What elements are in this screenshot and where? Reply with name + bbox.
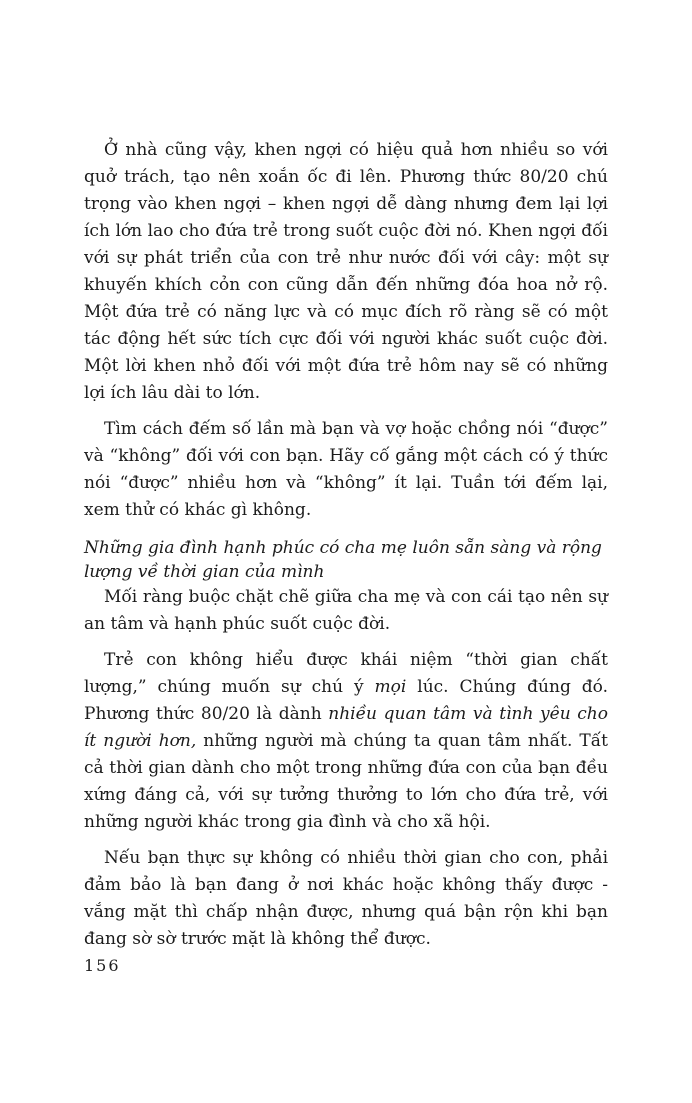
paragraph-yes-no: Tìm cách đếm số lần mà bạn và vợ hoặc chồng nói “được” và “không” đối với con bạn. Hãy cố gắng một cách có ý thức nói “được” nhiều hơn và “không” ít lại. Tuần tới đếm lại, xem thử có khác gì không. [84, 419, 608, 520]
quality-emphasis-1: mọi [374, 677, 407, 697]
quality-text-1: Trẻ con không hiểu được khái niệm “thời gian chất lượng,” chúng muốn sự chú ý [84, 650, 608, 697]
page-number: 156 [84, 956, 121, 975]
quality-text-2: lúc. Chúng đúng đó. Phương thức 80/20 là dành [84, 677, 608, 724]
section-heading: Những gia đình hạnh phúc có cha mẹ luôn sẵn sàng và rộng lượng về thời gian của mình [84, 538, 602, 582]
quality-emphasis-2: nhiều quan tâm và tình yêu cho ít người hơn, [84, 704, 608, 751]
quality-text-3: những người mà chúng ta quan tâm nhất. Tất cả thời gian dành cho một trong những đứa con của bạn đều xứng đáng cả, với sự tưởng thưởng to lớn cho đứa trẻ, với những người khác trong gia đình và cho xã hội. [84, 731, 608, 832]
paragraph-busy: Nếu bạn thực sự không có nhiều thời gian cho con, phải đảm bảo là bạn đang ở nơi khác hoặc không thấy được - vắng mặt thì chấp nhận được, nhưng quá bận rộn khi bạn đang sờ sờ trước mặt là không thể được. [84, 848, 608, 949]
page-body [84, 137, 608, 962]
paragraph-praise: Ở nhà cũng vậy, khen ngợi có hiệu quả hơn nhiều so với quở trách, tạo nên xoắn ốc đi lên. Phương thức 80/20 chú trọng vào khen ngợi – khen ngợi dễ dàng nhưng đem lại lợi ích lớn lao cho đứa trẻ trong suốt cuộc đời nó. Khen ngợi đối với sự phát triển của con trẻ như nước đối với cây: một sự khuyến khích cỏn con cũng dẫn đến những đóa hoa nở rộ. Một đứa trẻ có năng lực và có mục đích rõ ràng sẽ có một tác động hết sức tích cực đối với người khác suốt cuộc đời. Một lời khen nhỏ đối với một đứa trẻ hôm nay sẽ có những lợi ích lâu dài to lớn. [84, 140, 608, 403]
paragraph-quality-time [84, 647, 608, 836]
paragraph-bond: Mối ràng buộc chặt chẽ giữa cha mẹ và con cái tạo nên sự an tâm và hạnh phúc suốt cuộc đời. [84, 587, 608, 634]
